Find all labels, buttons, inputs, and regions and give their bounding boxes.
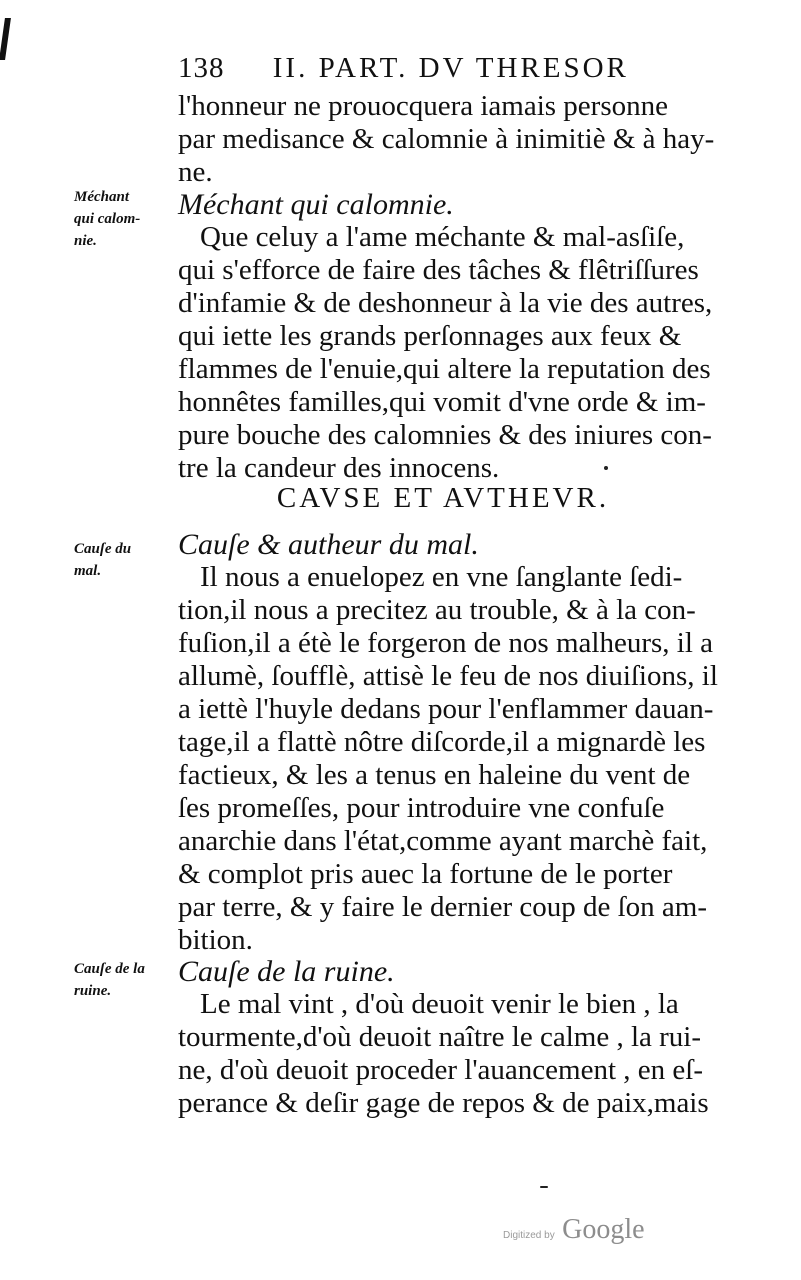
text-line: Il nous a enuelopez en vne ſanglante ſedi- <box>200 561 683 593</box>
ink-speck <box>604 466 608 470</box>
text-line: a iettè l'huyle dedans pour l'enflammer dauan- <box>178 693 714 725</box>
text-line: tion,il nous a precitez au trouble, & à la con- <box>178 594 696 626</box>
text-line: factieux, & les a tenus en haleine du vent de <box>178 759 691 791</box>
text-line: honnêtes familles,qui vomit d'vne orde & im- <box>178 386 706 418</box>
section-mechant <box>178 188 713 485</box>
margin-note-line: nie. <box>74 233 97 249</box>
page-header <box>178 52 698 85</box>
section-cause-du-mal <box>178 528 718 957</box>
margin-note-line: Méchant <box>74 189 130 205</box>
text-line: tourmente,d'où deuoit naître le calme , la rui- <box>178 1021 702 1053</box>
margin-note-cause-de-la-ruine <box>74 958 174 1002</box>
text-line: pure bouche des calomnies & des iniures con- <box>178 419 712 451</box>
text-line: perance & deſir gage de repos & de paix,mais <box>178 1087 709 1119</box>
text-line: qui iette les grands perſonnages aux feux & <box>178 320 682 352</box>
margin-note-line: qui calom- <box>74 211 141 227</box>
text-line: ſes promeſſes, pour introduire vne confuſe <box>178 792 665 824</box>
margin-note-line: ruine. <box>74 983 112 999</box>
digitized-watermark <box>503 1214 645 1246</box>
margin-note-line: Cauſe de la <box>74 961 145 977</box>
text-line: l'honneur ne prouocquera iamais personne <box>178 90 668 122</box>
section-title: CAVSE ET AVTHEVR. <box>276 482 610 514</box>
text-line: fuſion,il a étè le forgeron de nos malheurs, il a <box>178 627 713 659</box>
running-title: II. PART. DV THRESOR <box>272 52 629 84</box>
edge-mark <box>0 18 11 60</box>
text-line: tre la candeur des innocens. <box>178 452 500 484</box>
margin-note-cause-du-mal <box>74 538 174 582</box>
page-number: 138 <box>178 52 225 84</box>
margin-note-mechant <box>74 186 174 252</box>
text-line: ne, d'où deuoit proceder l'auancement , en eſ- <box>178 1054 703 1086</box>
section-cause-de-la-ruine <box>178 955 708 1120</box>
text-line: par medisance & calomnie à inimitiè & à hay- <box>178 123 715 155</box>
ink-speck <box>540 1186 548 1188</box>
text-line: Que celuy a l'ame méchante & mal-asſiſe, <box>200 221 685 253</box>
subheading: Méchant qui calomnie. <box>178 188 454 221</box>
text-line: tage,il a flattè nôtre diſcorde,il a mignardè les <box>178 726 706 758</box>
text-line: d'infamie & de deshonneur à la vie des autres, <box>178 287 713 319</box>
text-line: bition. <box>178 924 253 956</box>
margin-note-line: mal. <box>74 563 102 579</box>
margin-note-line: Cauſe du <box>74 541 132 557</box>
text-line: qui s'efforce de faire des tâches & flêtriſſures <box>178 254 699 286</box>
google-logo: Google <box>562 1214 645 1245</box>
subheading: Cauſe & autheur du mal. <box>178 528 479 561</box>
text-line: par terre, & y faire le dernier coup de ſon am- <box>178 891 707 923</box>
text-line: allumè, ſoufflè, attisè le feu de nos diuiſions, il <box>178 660 718 692</box>
subheading: Cauſe de la ruine. <box>178 955 395 988</box>
text-line: flammes de l'enuie,qui altere la reputation des <box>178 353 711 385</box>
text-line: ne. <box>178 156 213 188</box>
text-line: & complot pris auec la fortune de le porter <box>178 858 673 890</box>
text-line: anarchie dans l'état,comme ayant marchè fait, <box>178 825 708 857</box>
continuation-paragraph <box>178 90 715 189</box>
text-line: Le mal vint , d'où deuoit venir le bien , la <box>200 988 679 1020</box>
watermark-prefix: Digitized by <box>503 1230 555 1241</box>
